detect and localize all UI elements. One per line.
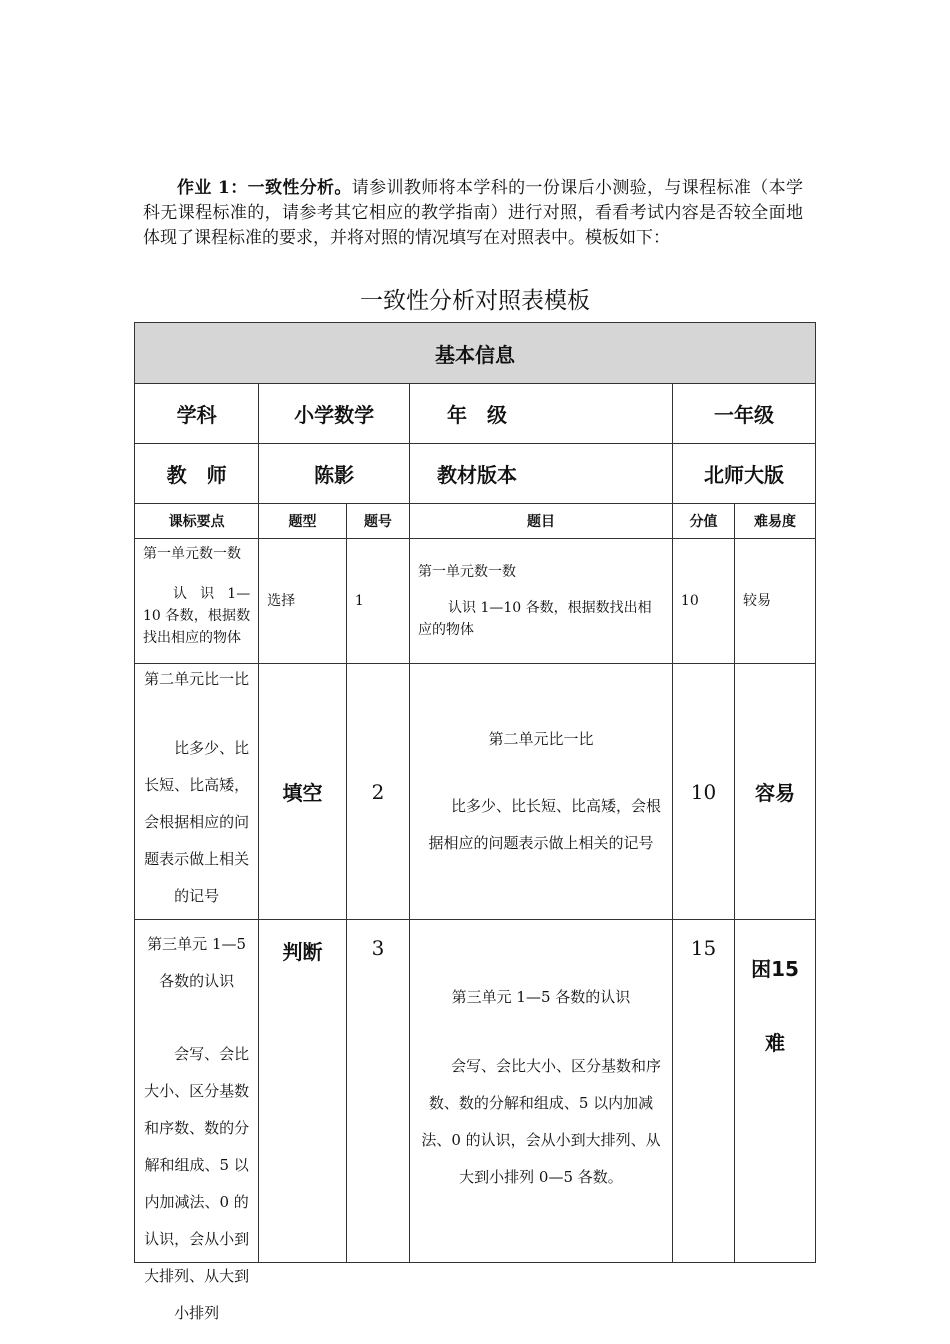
col-header-number: 题号 xyxy=(346,504,409,539)
grade-value: 一年级 xyxy=(672,384,815,444)
curriculum-point-cell xyxy=(135,664,259,920)
difficulty: 困15难 xyxy=(735,920,816,1263)
question-type: 判断 xyxy=(259,920,347,1263)
question-number: 1 xyxy=(346,539,409,664)
point-body: 认 识 1—10 各数，根据数找出相应的物体 xyxy=(143,586,251,646)
subject-value: 小学数学 xyxy=(259,384,410,444)
col-header-type: 题型 xyxy=(259,504,347,539)
grade-label-text: 年 级 xyxy=(447,403,508,427)
teacher-label: 教 师 xyxy=(135,444,259,504)
col-header-difficulty: 难易度 xyxy=(735,504,816,539)
edition-value: 北师大版 xyxy=(672,444,815,504)
item-title: 第三单元 1—5 各数的认识 xyxy=(451,988,631,1006)
curriculum-point-cell xyxy=(135,920,259,1322)
curriculum-point-cell xyxy=(135,539,259,664)
item-body: 会写、会比大小、区分基数和序数、数的分解和组成、5 以内加减法、0 的认识，会从小到大排列、从大到小排列 0—5 各数。 xyxy=(421,1057,661,1186)
point-title: 第二单元比一比 xyxy=(144,670,250,688)
table-row xyxy=(135,920,816,1263)
edition-label-text: 教材版本 xyxy=(437,463,518,487)
table-title: 一致性分析对照表模板 xyxy=(360,288,590,314)
assignment-label: 作业 1：一致性分析。 xyxy=(177,178,352,198)
item-body: 比多少、比长短、比高矮，会根据相应的问题表示做上相关的记号 xyxy=(428,797,661,852)
item-title: 第二单元比一比 xyxy=(488,730,594,748)
question-item-cell xyxy=(410,539,673,664)
question-item-cell xyxy=(410,920,673,1263)
table-row xyxy=(135,664,816,920)
consistency-table xyxy=(134,322,816,1322)
col-header-point: 课标要点 xyxy=(135,504,259,539)
score: 10 xyxy=(672,539,734,664)
col-header-score: 分值 xyxy=(672,504,734,539)
table-row xyxy=(135,539,816,664)
point-body: 会写、会比大小、区分基数和序数、数的分解和组成、5 以内加减法、0 的认识，会从小到大排列、从大到小排列 xyxy=(144,1045,250,1322)
assignment-intro xyxy=(143,176,803,251)
edition-label xyxy=(410,444,673,504)
item-title: 第一单元数一数 xyxy=(418,564,517,580)
subject-label: 学科 xyxy=(135,384,259,444)
score: 15 xyxy=(672,920,734,1263)
point-title: 第一单元数一数 xyxy=(143,546,241,562)
question-number: 2 xyxy=(346,664,409,920)
col-header-item: 题目 xyxy=(410,504,673,539)
point-title: 第三单元 1—5 各数的认识 xyxy=(147,935,247,990)
point-body: 比多少、比长短、比高矮，会根据相应的问题表示做上相关的记号 xyxy=(144,739,250,905)
teacher-value: 陈影 xyxy=(259,444,410,504)
difficulty: 较易 xyxy=(735,539,816,664)
question-type: 填空 xyxy=(259,664,347,920)
grade-label xyxy=(410,384,673,444)
assignment-text: 请参训教师将本学科的一份课后小测验，与课程标准（本学科无课程标准的，请参考其它相应的教学指南）进行对照，看看考试内容是否较全面地体现了课程标准的要求，并将对照的情况填写在对照表中。模板如下： xyxy=(143,178,803,248)
score: 10 xyxy=(672,664,734,920)
question-type: 选择 xyxy=(259,539,347,664)
question-number: 3 xyxy=(346,920,409,1263)
basic-info-header: 基本信息 xyxy=(135,323,816,384)
question-item-cell xyxy=(410,664,673,920)
item-body: 认识 1—10 各数，根据数找出相应的物体 xyxy=(418,600,652,638)
difficulty: 容易 xyxy=(735,664,816,920)
